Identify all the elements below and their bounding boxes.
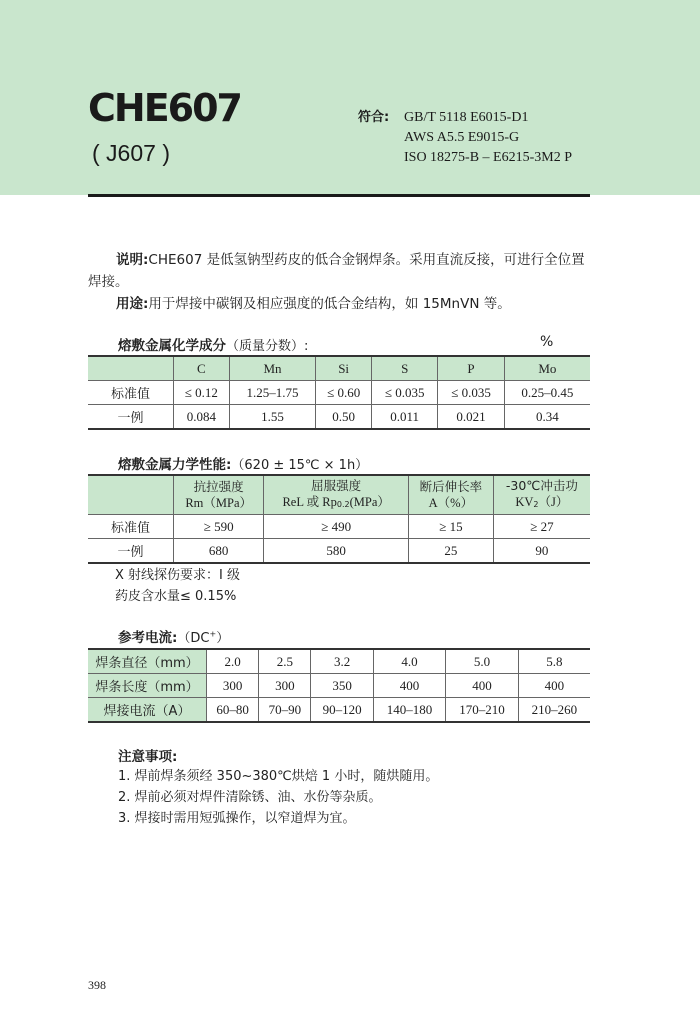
table-row <box>88 674 590 698</box>
table-header-row <box>88 356 590 381</box>
table-row <box>88 698 590 723</box>
standard-item: GB/T 5118 E6015-D1 <box>404 110 529 125</box>
notes-list <box>118 766 438 829</box>
row-label: 焊接电流（A） <box>88 698 207 723</box>
chemical-title: 熔敷金属化学成分（质量分数）: <box>118 338 309 354</box>
column-header: Mo <box>504 356 590 381</box>
table-cell: ≤ 0.035 <box>438 381 504 405</box>
table-row <box>88 405 590 430</box>
table-cell: 400 <box>518 674 590 698</box>
table-cell: 4.0 <box>373 649 445 674</box>
description-label: 说明: <box>116 252 149 268</box>
table-row <box>88 381 590 405</box>
conform-label: 符合: <box>358 110 390 125</box>
table-cell: 400 <box>446 674 518 698</box>
table-cell: 2.0 <box>207 649 259 674</box>
product-alias: ( J607 ) <box>92 140 170 166</box>
product-code: CHE607 <box>88 86 241 130</box>
table-cell: 0.021 <box>438 405 504 430</box>
column-header: Si <box>316 356 372 381</box>
column-header: 抗拉强度 Rm（MPa） <box>174 475 264 515</box>
row-label: 焊条直径（mm） <box>88 649 207 674</box>
table-cell: ≥ 590 <box>174 515 264 539</box>
row-label: 标准值 <box>88 515 174 539</box>
table-cell: 3.2 <box>311 649 373 674</box>
column-header: C <box>174 356 230 381</box>
standard-item: ISO 18275-B – E6215-3M2 P <box>404 150 573 165</box>
column-header: 断后伸长率 A（%） <box>409 475 494 515</box>
table-cell: 1.25–1.75 <box>229 381 316 405</box>
note-item: 2. 焊前必须对焊件清除锈、油、水份等杂质。 <box>118 790 382 805</box>
table-cell: 170–210 <box>446 698 518 723</box>
table-cell: 140–180 <box>373 698 445 723</box>
column-header: 屈服强度 ReL 或 Rp0.2(MPa） <box>264 475 409 515</box>
column-header: -30℃冲击功 KV2（J） <box>493 475 590 515</box>
row-label: 焊条长度（mm） <box>88 674 207 698</box>
table-cell: 0.084 <box>174 405 230 430</box>
table-cell: 70–90 <box>259 698 311 723</box>
current-title: 参考电流:（DC+） <box>118 629 230 646</box>
table-cell: ≥ 15 <box>409 515 494 539</box>
usage-label: 用途: <box>116 296 149 312</box>
description-text: CHE607 是低氢钠型药皮的低合金钢焊条。采用直流反接，可进行全位置焊接。 <box>88 252 585 290</box>
mechanical-notes <box>115 565 240 607</box>
column-header: P <box>438 356 504 381</box>
header-rule <box>88 194 590 197</box>
corner-cell <box>88 356 174 381</box>
notes-title: 注意事项: <box>118 749 178 765</box>
table-cell: ≥ 490 <box>264 515 409 539</box>
note-item: 1. 焊前焊条须经 350~380℃烘焙 1 小时，随烘随用。 <box>118 769 439 784</box>
conform-standards <box>404 108 572 168</box>
table-cell: 680 <box>174 539 264 564</box>
table-cell: ≤ 0.12 <box>174 381 230 405</box>
standard-item: AWS A5.5 E9015-G <box>404 130 520 145</box>
table-row <box>88 539 590 564</box>
table-cell: ≤ 0.60 <box>316 381 372 405</box>
chemical-unit: % <box>540 334 554 350</box>
table-cell: 400 <box>373 674 445 698</box>
table-cell: 5.8 <box>518 649 590 674</box>
table-cell: 0.50 <box>316 405 372 430</box>
table-cell: 210–260 <box>518 698 590 723</box>
mechanical-table <box>88 474 590 564</box>
page-number: 398 <box>88 978 106 992</box>
table-cell: 1.55 <box>229 405 316 430</box>
usage-paragraph <box>88 293 592 315</box>
table-header-row <box>88 475 590 515</box>
table-cell: 300 <box>259 674 311 698</box>
note-item: 药皮含水量≤ 0.15% <box>115 589 237 604</box>
chemical-table <box>88 355 590 430</box>
table-cell: ≤ 0.035 <box>372 381 438 405</box>
table-cell: 580 <box>264 539 409 564</box>
column-header: Mn <box>229 356 316 381</box>
table-cell: 0.011 <box>372 405 438 430</box>
table-cell: 60–80 <box>207 698 259 723</box>
note-item: X 射线探伤要求：I 级 <box>115 568 241 583</box>
table-cell: 25 <box>409 539 494 564</box>
table-row <box>88 515 590 539</box>
column-header: S <box>372 356 438 381</box>
note-item: 3. 焊接时需用短弧操作，以窄道焊为宜。 <box>118 811 356 826</box>
description-paragraph <box>88 249 592 293</box>
mechanical-title: 熔敷金属力学性能:（620 ± 15℃ × 1h） <box>118 457 369 473</box>
table-cell: 90–120 <box>311 698 373 723</box>
table-cell: ≥ 27 <box>493 515 590 539</box>
row-label: 标准值 <box>88 381 174 405</box>
table-cell: 350 <box>311 674 373 698</box>
corner-cell <box>88 475 174 515</box>
table-cell: 5.0 <box>446 649 518 674</box>
table-cell: 0.34 <box>504 405 590 430</box>
row-label: 一例 <box>88 405 174 430</box>
table-row <box>88 649 590 674</box>
row-label: 一例 <box>88 539 174 564</box>
current-table <box>88 648 590 723</box>
table-cell: 0.25–0.45 <box>504 381 590 405</box>
table-cell: 90 <box>493 539 590 564</box>
table-cell: 2.5 <box>259 649 311 674</box>
table-cell: 300 <box>207 674 259 698</box>
usage-text: 用于焊接中碳钢及相应强度的低合金结构，如 15MnVN 等。 <box>148 296 511 312</box>
